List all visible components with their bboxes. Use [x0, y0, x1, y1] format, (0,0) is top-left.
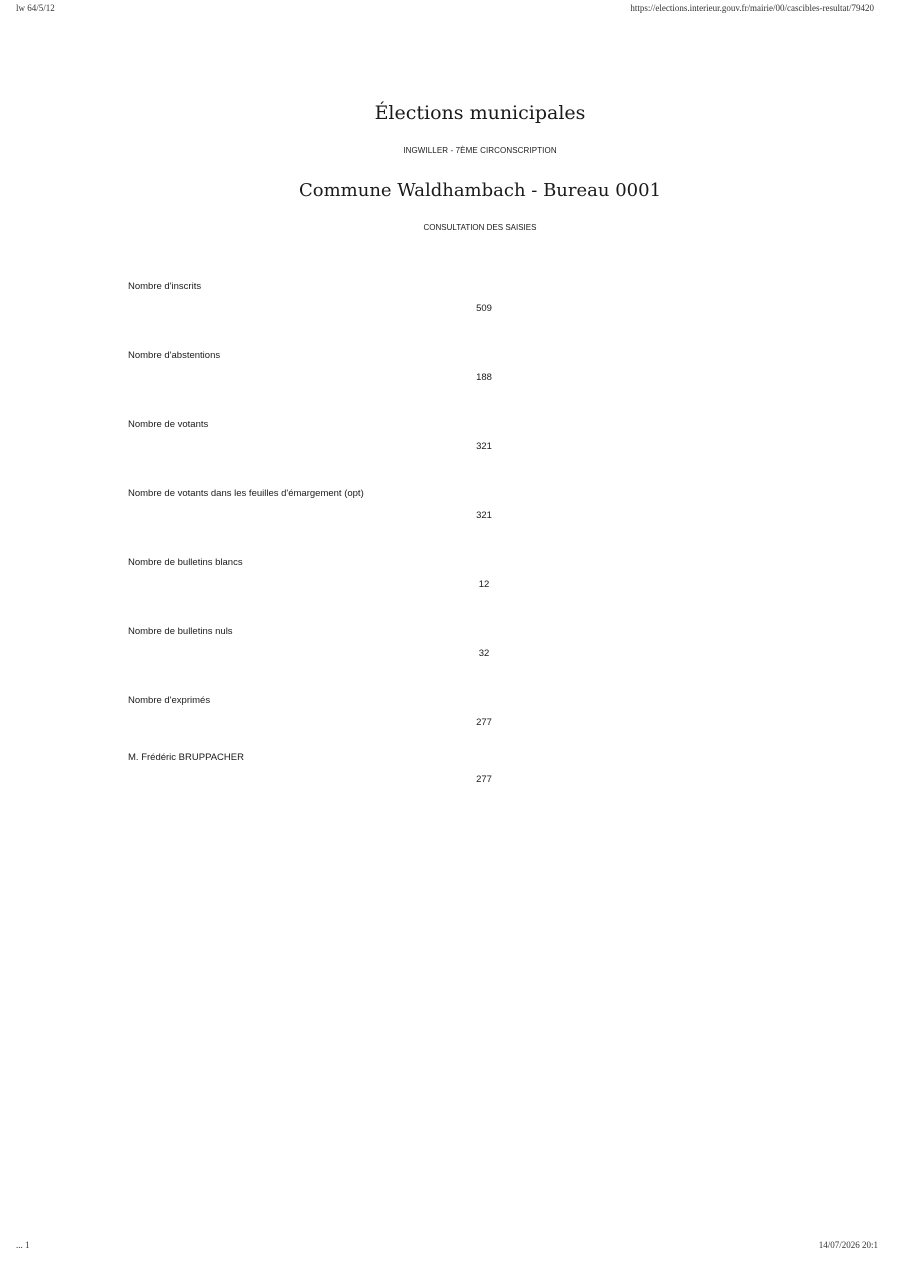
result-value-votants: 321	[476, 441, 492, 452]
commune-heading: Commune Waldhambach - Bureau 0001	[298, 180, 662, 201]
result-value-blancs: 12	[478, 579, 490, 590]
page-title: Élections municipales	[374, 102, 586, 124]
result-value-candidate: 277	[476, 774, 492, 785]
result-label-nuls: Nombre de bulletins nuls	[128, 626, 233, 637]
print-footer-date: 14/07/2026 20:1	[818, 1240, 878, 1250]
print-header-url: https://elections.interieur.gouv.fr/mairie/00/cascibles-resultat/79420	[630, 3, 874, 13]
result-label-blancs: Nombre de bulletins blancs	[128, 557, 243, 568]
result-value-nuls: 32	[478, 648, 490, 659]
result-value-inscrits: 509	[476, 303, 492, 314]
result-label-inscrits: Nombre d'inscrits	[128, 281, 202, 292]
print-footer-page: ... 1	[16, 1240, 30, 1250]
section-label: CONSULTATION DES SAISIES	[423, 223, 537, 232]
result-label-abstentions: Nombre d'abstentions	[128, 350, 221, 361]
result-label-candidate: M. Frédéric BRUPPACHER	[128, 752, 244, 763]
result-label-votants: Nombre de votants	[128, 419, 209, 430]
result-value-votants-emargement: 321	[476, 510, 492, 521]
result-label-votants-emargement: Nombre de votants dans les feuilles d'émargement (opt)	[128, 488, 364, 499]
result-value-abstentions: 188	[476, 372, 492, 383]
result-label-exprimes: Nombre d'exprimés	[128, 695, 211, 706]
constituency-subtitle: INGWILLER - 7ÈME CIRCONSCRIPTION	[403, 146, 557, 155]
result-value-exprimes: 277	[476, 717, 492, 728]
print-header-left: lw 64/5/12	[16, 3, 55, 13]
